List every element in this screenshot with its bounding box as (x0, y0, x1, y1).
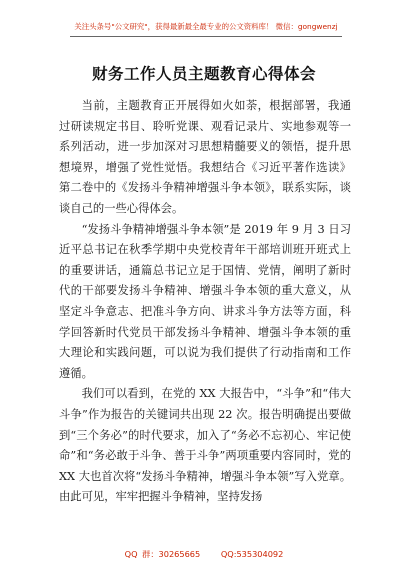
header-rule (70, 36, 342, 37)
document-title: 财务工作人员主题教育心得体会 (91, 64, 316, 83)
footer-contact (60, 549, 348, 560)
paragraph-3: 我们可以看到，在党的 XX 大报告中，“斗争”和“伟大斗争”作为报告的关键词共出现 22 次。报告明确提出要做到“三个务必”的时代要求，加入了“务必不忘初心、牢记使命”和“务必敢于斗争、善于斗争”两项重要内容同时，党的 XX 大也首次将“发扬斗争精神，增强斗争本领”写入党章。由此可见，牢牢把握斗争精神，坚持发扬 (59, 387, 351, 504)
footer-qq-group: QQ 群：30265665 (124, 549, 201, 559)
paragraph-2: “发扬斗争精神增强斗争本领”是 2019 年 9 月 3 日习近平总书记在秋季学期中央党校青年干部培训班开班式上的重要讲话，通篇总书记立足于国情、党情，阐明了新时代的干部要发扬斗争精神、增强斗争本领的重大意义，从坚定斗争意志、把准斗争方向、讲求斗争方法等方面，科学回答新时代党员干部发扬斗争精神、增强斗争本领的重大理论和实践问题，可以说为我们提供了行动指南和工作遵循。 (59, 222, 351, 380)
paragraph-1: 当前，主题教育正开展得如火如荼，根据部署，我通过研读规定书目、聆听党课、观看记录片、实地参观等一系列活动，进一步加深对习思想精髓要义的领悟，提升思想境界，增强了党性觉悟。我想结合《习近平著作选读》第二卷中的《发扬斗争精神增强斗争本领》，联系实际，谈谈自己的一些心得体会。 (59, 99, 351, 215)
footer-qq: QQ:535304092 (220, 549, 284, 559)
top-banner: 关注头条号"公文研究"，获得最新最全最专业的公文资料库！ 微信：gongwenzj (74, 22, 338, 31)
document-body (59, 96, 351, 508)
